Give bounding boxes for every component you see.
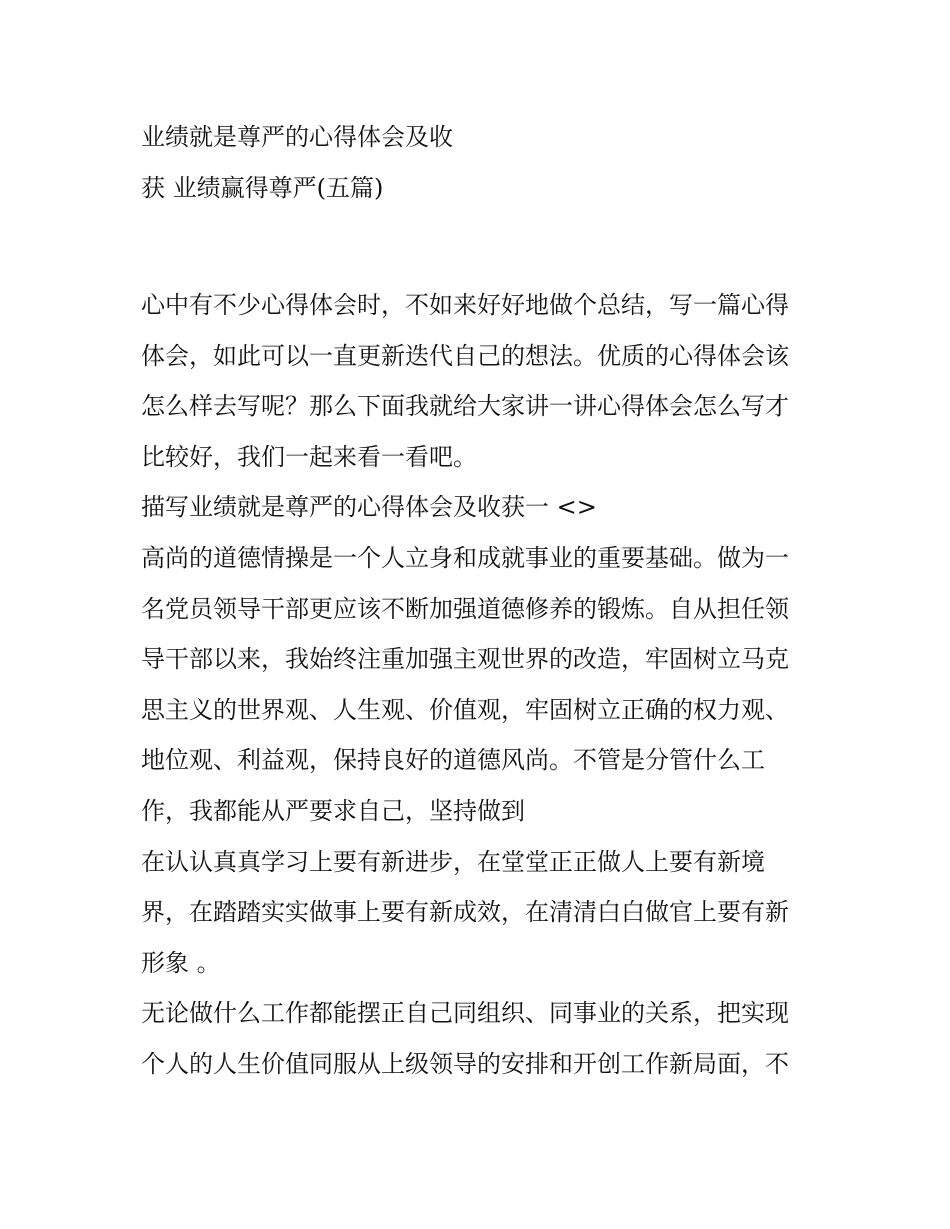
body-line: 地位观、利益观，保持良好的道德风尚。不管是分管什么工 bbox=[141, 746, 765, 775]
body-line: 在认认真真学习上要有新进步，在堂堂正正做人上要有新境 bbox=[141, 847, 765, 876]
body-line: 导干部以来，我始终注重加强主观世界的改造，牢固树立马克 bbox=[141, 645, 789, 674]
body-line: 形象 。 bbox=[141, 948, 221, 977]
body-line: 体会，如此可以一直更新迭代自己的想法。优质的心得体会该 bbox=[141, 341, 789, 370]
body-line: 个人的人生价值同服从上级领导的安排和开创工作新局面，不 bbox=[141, 1049, 789, 1078]
body-line: 高尚的道德情操是一个人立身和成就事业的重要基础。做为一 bbox=[141, 543, 789, 572]
body-line: 思主义的世界观、人生观、价值观，牢固树立正确的权力观、 bbox=[141, 695, 789, 724]
body-line: 作，我都能从严要求自己，坚持做到 bbox=[141, 796, 525, 825]
title-line-2: 获 业绩赢得尊严(五篇) bbox=[141, 173, 384, 202]
body-line: 无论做什么工作都能摆正自己同组织、同事业的关系，把实现 bbox=[141, 999, 789, 1028]
title-line-1: 业绩就是尊严的心得体会及收 bbox=[141, 123, 453, 151]
section-heading: 描写业绩就是尊严的心得体会及收获一 <> bbox=[141, 493, 597, 522]
document-title bbox=[141, 112, 821, 213]
body-line: 界，在踏踏实实做事上要有新成效，在清清白白做官上要有新 bbox=[141, 898, 789, 927]
document-body bbox=[141, 280, 821, 1090]
body-line: 怎么样去写呢？那么下面我就给大家讲一讲心得体会怎么写才 bbox=[141, 392, 789, 421]
body-line: 心中有不少心得体会时，不如来好好地做个总结，写一篇心得 bbox=[141, 291, 789, 319]
body-line: 比较好，我们一起来看一看吧。 bbox=[141, 442, 477, 471]
body-line: 名党员领导干部更应该不断加强道德修养的锻炼。自从担任领 bbox=[141, 594, 789, 623]
